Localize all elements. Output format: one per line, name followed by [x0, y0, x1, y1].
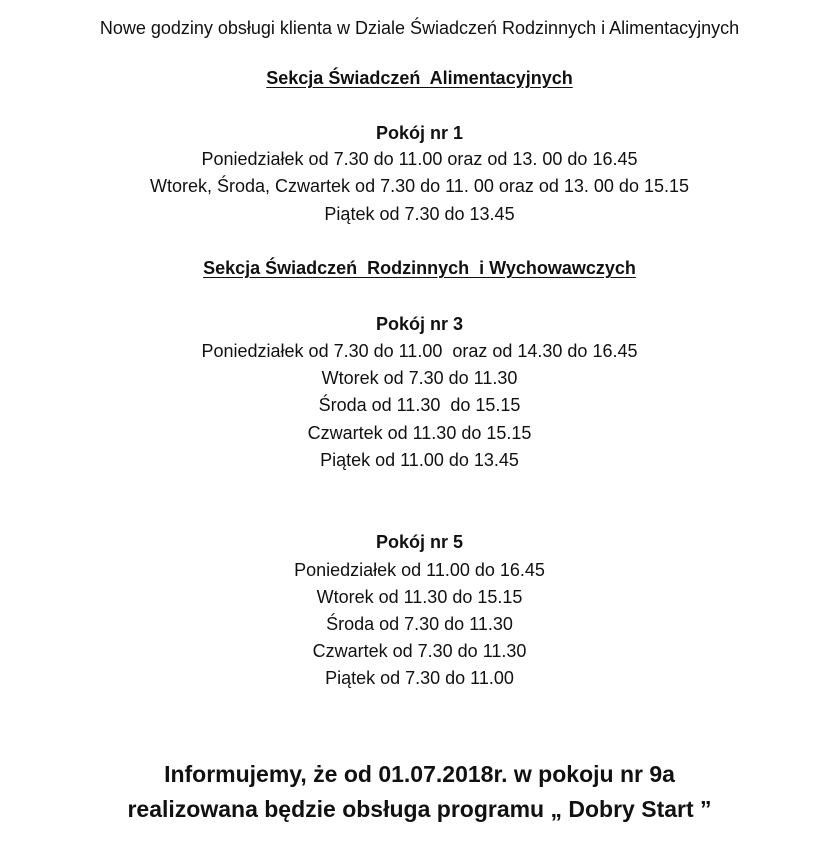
room-5-hours-line: Piątek od 7.30 do 11.00	[325, 668, 514, 688]
room-heading-5: Pokój nr 5	[375, 532, 464, 552]
room-heading-1: Pokój nr 1	[375, 123, 464, 143]
room-3-hours-line: Wtorek od 7.30 do 11.30	[321, 368, 518, 388]
room-1-hours-line: Piątek od 7.30 do 13.45	[324, 204, 515, 224]
room-5-hours-line: Czwartek od 7.30 do 11.30	[312, 641, 527, 661]
room-3-hours-line: Piątek od 11.00 do 13.45	[320, 450, 519, 470]
room-3-hours-line: Czwartek od 11.30 do 15.15	[307, 423, 532, 443]
room-heading-3: Pokój nr 3	[375, 314, 464, 334]
room-1-hours-line: Wtorek, Środa, Czwartek od 7.30 do 11. 00 oraz od 13. 00 do 15.15	[150, 176, 689, 196]
section-heading-rodzinnych: Sekcja Świadczeń Rodzinnych i Wychowawczych	[203, 258, 636, 278]
room-3-hours-line: Środa od 11.30 do 15.15	[318, 395, 521, 415]
room-5-hours-line: Wtorek od 11.30 do 15.15	[316, 587, 523, 607]
document-title: Nowe godziny obsługi klienta w Dziale Świadczeń Rodzinnych i Alimentacyjnych	[99, 18, 740, 38]
notice-line: Informujemy, że od 01.07.2018r. w pokoju nr 9a	[164, 761, 675, 787]
section-heading-alimentacyjnych: Sekcja Świadczeń Alimentacyjnych	[266, 68, 573, 88]
notice-line: realizowana będzie obsługa programu „ Dobry Start ”	[127, 796, 712, 822]
room-1-hours-line: Poniedziałek od 7.30 do 11.00 oraz od 13. 00 do 16.45	[201, 149, 638, 169]
room-5-hours-line: Poniedziałek od 11.00 do 16.45	[294, 560, 545, 580]
room-5-hours-line: Środa od 7.30 do 11.30	[326, 614, 513, 634]
room-3-hours-line: Poniedziałek od 7.30 do 11.00 oraz od 14.30 do 16.45	[201, 341, 638, 361]
